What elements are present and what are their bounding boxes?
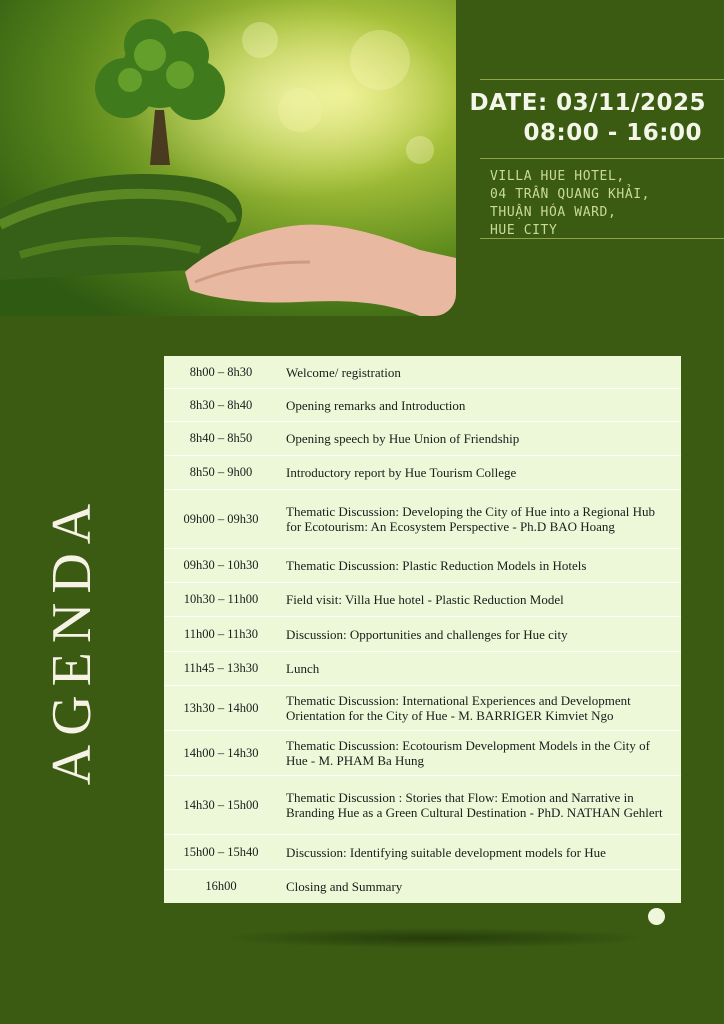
- activity-cell: Field visit: Villa Hue hotel - Plastic Reduction Model: [286, 592, 564, 607]
- table-row: [164, 389, 681, 422]
- time-cell: 11h45 – 13h30: [183, 661, 259, 675]
- tree-hands-illustration: [0, 0, 456, 316]
- event-time: 08:00 - 16:00: [523, 120, 702, 146]
- time-cell: 14h00 – 14h30: [183, 745, 259, 760]
- agenda-table: [164, 356, 681, 903]
- event-date: DATE: 03/11/2025: [469, 90, 706, 116]
- header-rule-middle: [480, 158, 724, 159]
- table-row: [164, 456, 681, 490]
- table-row: [164, 583, 681, 617]
- header-rule-bottom: [480, 238, 724, 239]
- time-cell: 14h30 – 15h00: [183, 797, 259, 812]
- venue-address: [490, 168, 650, 240]
- activity-cell: Thematic Discussion : Stories that Flow: Emotion and Narrative in Branding Hue as a Green Cultural Destination - PhD. NATHAN Gehlert: [286, 790, 663, 820]
- time-cell: 09h30 – 10h30: [183, 558, 259, 572]
- activity-cell: Thematic Discussion: Ecotourism Development Models in the City of Hue - M. PHAM Ba Hung: [286, 738, 650, 768]
- table-row: [164, 731, 681, 776]
- table-row: [164, 870, 681, 903]
- tree-in-hands-image: [0, 0, 456, 316]
- activity-cell: Opening remarks and Introduction: [286, 397, 466, 413]
- decorative-shadow: [220, 928, 650, 948]
- venue-line: HUE CITY: [490, 223, 558, 238]
- venue-line: VILLA HUE HOTEL,: [490, 169, 625, 184]
- table-row: [164, 652, 681, 686]
- time-cell: 8h00 – 8h30: [189, 364, 253, 379]
- activity-cell: Lunch: [286, 661, 320, 676]
- time-cell: 15h00 – 15h40: [183, 844, 259, 859]
- activity-cell: Thematic Discussion: Plastic Reduction Models in Hotels: [286, 558, 587, 573]
- activity-cell: Thematic Discussion: International Experiences and Development Orientation for the City of Hue - M. BARRIGER Kimviet Ngo: [286, 693, 631, 723]
- table-row: [164, 422, 681, 456]
- table-row: [164, 617, 681, 652]
- table-row: [164, 490, 681, 549]
- time-cell: 10h30 – 11h00: [183, 592, 259, 606]
- time-cell: 16h00: [205, 879, 237, 893]
- time-cell: 13h30 – 14h00: [183, 700, 259, 715]
- time-cell: 8h30 – 8h40: [189, 397, 253, 412]
- decorative-dot: [648, 908, 665, 925]
- table-row: [164, 549, 681, 583]
- table-row: [164, 686, 681, 731]
- table-row: [164, 356, 681, 389]
- header-rule-top: [480, 79, 724, 80]
- time-cell: 8h50 – 9h00: [189, 465, 253, 479]
- activity-cell: Discussion: Opportunities and challenges for Hue city: [286, 626, 568, 642]
- table-row: [164, 776, 681, 835]
- activity-cell: Opening speech by Hue Union of Friendship: [286, 431, 520, 446]
- activity-cell: Closing and Summary: [286, 879, 403, 894]
- time-cell: 8h40 – 8h50: [189, 431, 253, 445]
- time-cell: 11h00 – 11h30: [183, 626, 259, 641]
- activity-cell: Welcome/ registration: [286, 364, 401, 380]
- time-cell: 09h00 – 09h30: [183, 511, 259, 526]
- table-row: [164, 835, 681, 870]
- activity-cell: Introductory report by Hue Tourism College: [286, 465, 517, 480]
- activity-cell: Thematic Discussion: Developing the City of Hue into a Regional Hub for Ecotourism: An Ecosystem Perspective - Ph.D BAO Hoang: [286, 504, 655, 534]
- activity-cell: Discussion: Identifying suitable development models for Hue: [286, 844, 606, 860]
- agenda-title: AGENDA: [41, 494, 103, 786]
- venue-line: 04 TRẦN QUANG KHẢI,: [490, 187, 651, 202]
- venue-line: THUẬN HÓA WARD,: [490, 205, 617, 220]
